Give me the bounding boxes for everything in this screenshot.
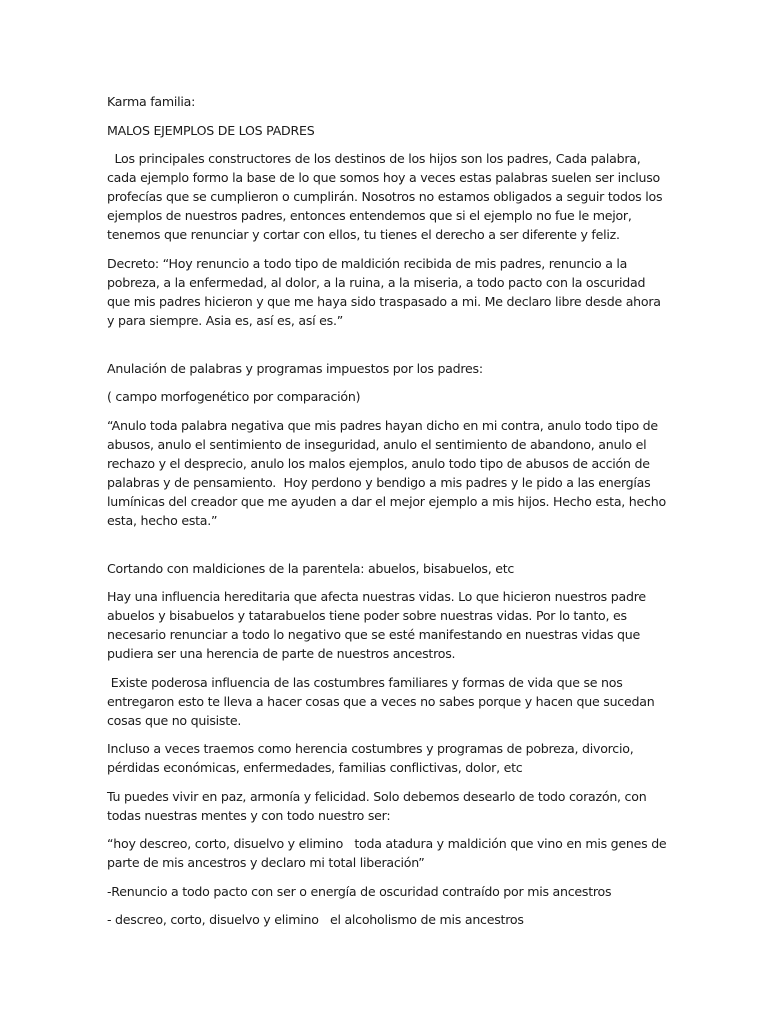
document-body (107, 92, 671, 939)
paragraph-decreto: Decreto: “Hoy renuncio a todo tipo de maldición recibida de mis padres, renuncio a la pobreza, a la enfermedad, al dolor, a la ruina, a la miseria, a todo pacto con la oscuridad que mis padres hicieron y que me haya sido traspasado a mi. Me declaro libre desde ahora y para siempre. Asia es, así es, así es.” (107, 255, 665, 328)
paragraph-anulo: “Anulo toda palabra negativa que mis padres hayan dicho en mi contra, anulo todo tipo de abusos, anulo el sentimiento de inseguridad, anulo el sentimiento de abandono, anulo el rechazo y el desprecio, anulo los malos ejemplos, anulo todo tipo de abusos de acción de palabras y de pensamiento. Hoy perdono y bendigo a mis padres y le pido a las energías lumínicas del creador que me ayuden a dar el mejor ejemplo a mis hijos. Hecho esta, hecho esta, hecho esta.” (107, 417, 670, 528)
paragraph-influencia-hereditaria: Hay una influencia hereditaria que afecta nuestras vidas. Lo que hicieron nuestros padre abuelos y bisabuelos y tatarabuelos tiene poder sobre nuestras vidas. Por lo tanto, es necesario renunciar a todo lo negativo que se esté manifestando en nuestras vidas que pudiera ser una herencia de parte de nuestros ancestros. (107, 589, 650, 661)
paragraph-constructores: Los principales constructores de los destinos de los hijos son los padres, Cada palabra, cada ejemplo formo la base de lo que somos hoy a veces estas palabras suelen ser incluso profecías que se cumplieron o cumplirán. Nosotros no estamos obligados a seguir todos los ejemplos de nuestros padres, entonces entendemos que si el ejemplo no fue le mejor, tenemos que renunciar y cortar con ellos, tu tienes el derecho a ser diferente y feliz. (107, 151, 667, 242)
heading-karma-familia: Karma familia: (107, 94, 196, 109)
heading-malos-ejemplos: MALOS EJEMPLOS DE LOS PADRES (107, 122, 315, 138)
paragraph-costumbres-familiares: Existe poderosa influencia de las costumbres familiares y formas de vida que se nos entregaron esto te lleva a hacer cosas que a veces no sabes porque y hacen que sucedan cosas que no quisiste. (107, 674, 659, 728)
list-item-alcoholismo: - descreo, corto, disuelvo y elimino el alcoholismo de mis ancestros (107, 912, 524, 927)
heading-cortando-maldiciones: Cortando con maldiciones de la parentela: abuelos, bisabuelos, etc (107, 560, 515, 576)
paragraph-vivir-en-paz: Tu puedes vivir en paz, armonía y felicidad. Solo debemos desearlo de todo corazón, con todas nuestras mentes y con todo nuestro ser: (107, 788, 651, 823)
list-item-renuncio-pacto: -Renuncio a todo pacto con ser o energía de oscuridad contraído por mis ancestros (107, 883, 612, 899)
paragraph-descreo-quote: “hoy descreo, corto, disuelvo y elimino toda atadura y maldición que vino en mis genes de parte de mis ancestros y declaro mi total liberación” (107, 836, 671, 870)
paragraph-herencia-costumbres: Incluso a veces traemos como herencia costumbres y programas de pobreza, divorcio, pérdidas económicas, enfermedades, familias conflictivas, dolor, etc (107, 741, 638, 775)
heading-anulacion: Anulación de palabras y programas impuestos por los padres: (107, 360, 483, 376)
heading-campo-morfogenetico: ( campo morfogenético por comparación) (107, 389, 361, 404)
